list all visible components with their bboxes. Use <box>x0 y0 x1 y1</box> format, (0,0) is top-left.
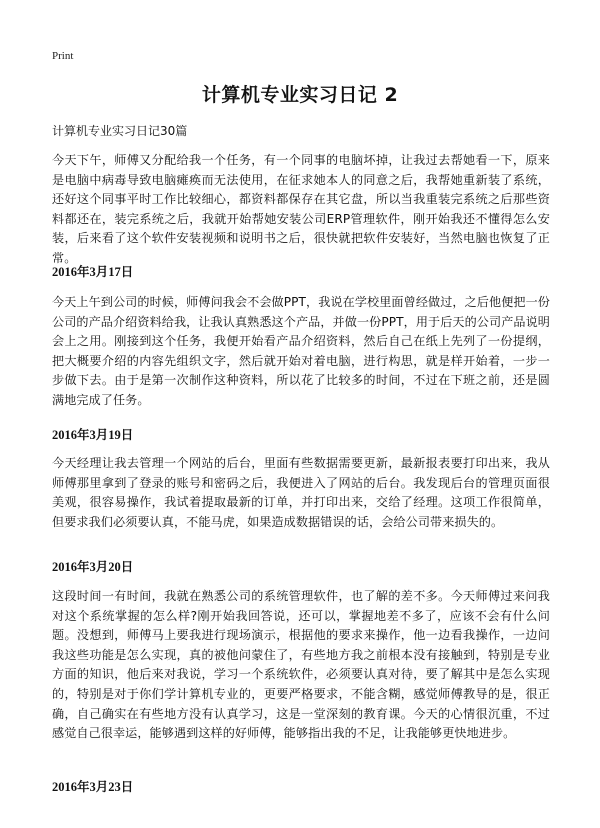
entry-paragraph: 今天下午，师傅又分配给我一个任务，有一个同事的电脑坏掉，让我过去帮她看一下，原来是电脑中病毒导致电脑瘫痪而无法使用，在征求她本人的同意之后，我帮她重新装了系统，还好这个同事平时工作比较细心，都资料都保存在其它盘，所以当我重装完系统之后那些资料都还在，装完系统之后，我就开始帮她安装公司ERP管理软件，刚开始我还不懂得怎么安装，后来看了这个软件安装视频和说明书之后，很快就把软件安装好，当然电脑也恢复了正常。 <box>52 153 550 265</box>
document-title: 计算机专业实习日记 2 <box>201 84 399 106</box>
entry-date-heading: 2016年3月17日 <box>52 265 134 279</box>
entry-date-heading: 2016年3月19日 <box>52 428 134 442</box>
entry-paragraph: 这段时间一有时间，我就在熟悉公司的系统管理软件，也了解的差不多。今天师傅过来问我对这个系统掌握的怎么样?刚开始我回答说，还可以，掌握地差不多了，应该不会有什么问题。没想到，师傅马上要我进行现场演示，根据他的要求来操作，他一边看我操作，一边问我这些功能是怎么实现，真的被他问蒙住了，有些地方我之前根本没有接触到，特别是专业方面的知识，他后来对我说，学习一个系统软件，必须要认真对待，要了解其中是怎么实现的，特别是对于你们学计算机专业的，更要严格要求，不能含糊，感觉师傅教导的是，很正确，自己确实在有些地方没有认真学习，这是一堂深刻的教育课。今天的心情很沉重，不过感觉自己很幸运，能够遇到这样的好师傅，能够指出我的不足，让我能够更快地进步。 <box>52 589 550 741</box>
document-subtitle: 计算机专业实习日记30篇 <box>52 124 188 138</box>
entry-paragraph: 今天经理让我去管理一个网站的后台，里面有些数据需要更新，最新报表要打印出来，我从师傅那里拿到了登录的账号和密码之后，我便进入了网站的后台。我发现后台的管理页面很美观，很容易操作，我试着提取最新的订单，并打印出来，交给了经理。这项工作很简单，但要求我们必须要认真，不能马虎，如果造成数据错误的话，会给公司带来损失的。 <box>52 456 550 529</box>
entry-paragraph: 今天上午到公司的时候，师傅问我会不会做PPT，我说在学校里面曾经做过，之后他便把一份公司的产品介绍资料给我，让我认真熟悉这个产品，并做一份PPT，用于后天的公司产品说明会上之用。刚接到这个任务，我便开始看产品介绍资料，然后自己在纸上先列了一份提纲，把大概要介绍的内容先组织文字，然后就开始对着电脑，进行构思，就是样开始着，一步一步做下去。由于是第一次制作这种资料，所以花了比较多的时间，不过在下班之前，还是圆满地完成了任务。 <box>52 295 550 407</box>
entry-date-heading: 2016年3月20日 <box>52 560 134 574</box>
print-label[interactable]: Print <box>52 50 74 62</box>
entry-date-heading: 2016年3月23日 <box>52 780 134 794</box>
